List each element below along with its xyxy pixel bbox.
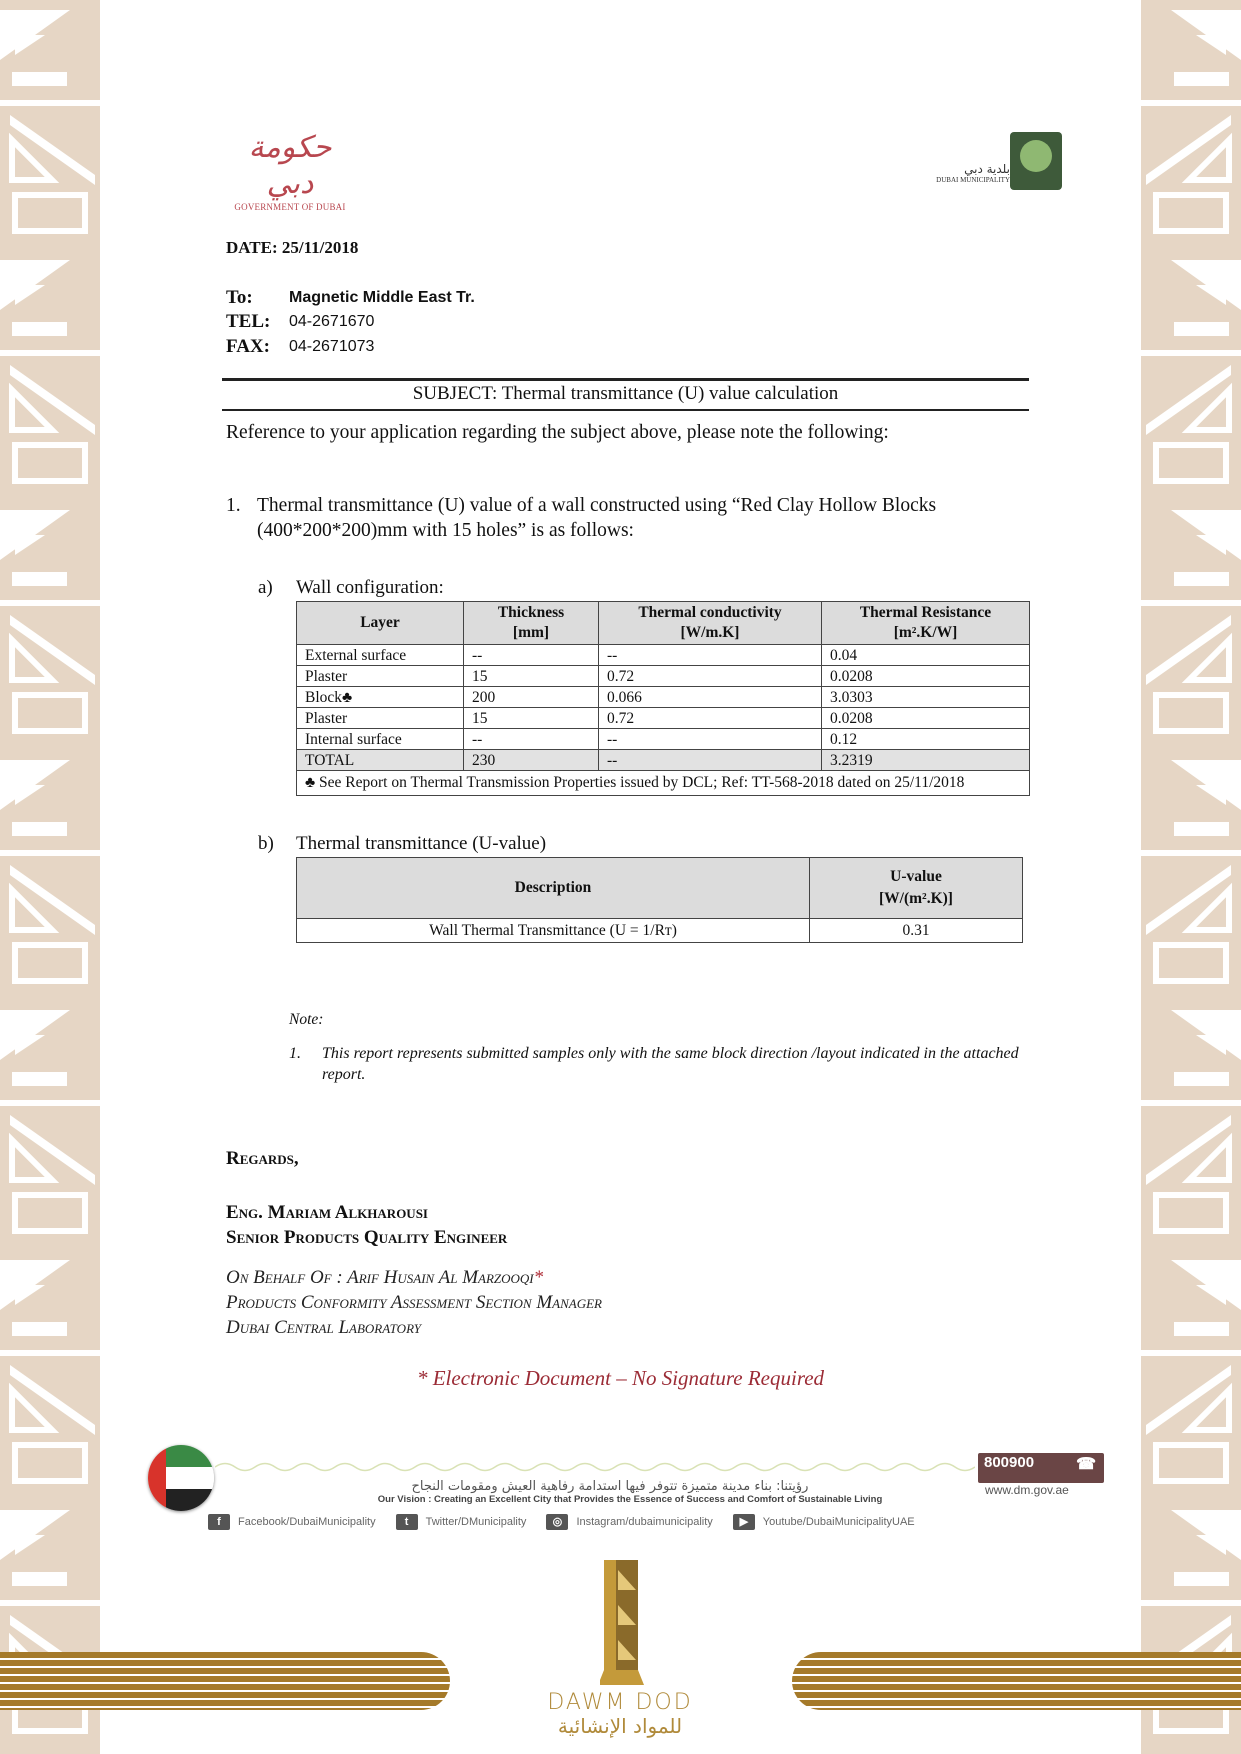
table-header-row [297, 602, 1030, 645]
to-label: To: [226, 287, 253, 308]
u-value-description: Wall Thermal Transmittance (U = 1/Rт) [297, 919, 810, 943]
social-link-twitter[interactable]: Twitter/DMunicipality [425, 1516, 527, 1528]
intro-paragraph: Reference to your application regarding the subject above, please note the following: [226, 422, 889, 443]
municipality-logo-english: DUBAI MUNICIPALITY [936, 176, 1010, 184]
on-behalf-block [226, 1265, 602, 1340]
facebook-icon: f [208, 1514, 230, 1530]
vision-english: Our Vision : Creating an Excellent City that Provides the Essence of Success and Comfort of Sustainable Living [377, 1494, 883, 1505]
government-of-dubai-logo [225, 130, 355, 212]
brand-name-arabic: للمواد الإنشائية [557, 1714, 683, 1738]
manager-title: Products Conformity Assessment Section Manager [226, 1292, 602, 1313]
left-border-pattern [0, 0, 100, 1754]
subject-top-rule [222, 378, 1029, 381]
uae-flag-icon [148, 1445, 214, 1511]
on-behalf-of: On Behalf Of : Arif Husain Al Marzooqi [226, 1267, 534, 1288]
note-item-number: 1. [289, 1045, 301, 1062]
phone-icon: ☎ [1076, 1456, 1096, 1473]
section-b-title: Thermal transmittance (U-value) [296, 833, 547, 854]
u-value-result: 0.31 [810, 919, 1023, 943]
on-behalf-star: * [533, 1267, 544, 1288]
tel-value: 04-2671670 [289, 313, 375, 330]
electronic-document-notice: * Electronic Document – No Signature Required [416, 1366, 825, 1390]
municipality-logo-arabic: بلدية دبي [964, 162, 1010, 176]
col-description: Description [297, 858, 810, 919]
hotline-number: 800900 [984, 1454, 1035, 1471]
youtube-icon: ▶ [733, 1514, 755, 1530]
border-pattern-graphic [0, 0, 100, 1754]
instagram-icon: ◎ [546, 1514, 568, 1530]
col-u-value: U-value [W/(m².K)] [810, 858, 1023, 919]
social-link-youtube[interactable]: Youtube/DubaiMunicipalityUAE [762, 1516, 915, 1528]
signatory-block [226, 1200, 507, 1250]
subject-line: SUBJECT: Thermal transmittance (U) value calculation [412, 383, 839, 404]
twitter-icon: t [396, 1514, 418, 1530]
social-link-instagram[interactable]: Instagram/dubaimunicipality [576, 1516, 713, 1528]
section-a-title: Wall configuration: [296, 577, 444, 598]
table-total-row: TOTAL 230 -- 3.2319 [297, 750, 1030, 771]
to-value: Magnetic Middle East Tr. [289, 289, 475, 306]
table-row: Block♣ 200 0.066 3.0303 [297, 687, 1030, 708]
border-pattern-graphic [1141, 0, 1241, 1754]
brand-name-english: DAWM DOD [547, 1690, 693, 1715]
col-thickness: Thickness [mm] [464, 602, 599, 645]
table-row [297, 919, 1023, 943]
right-border-pattern [1141, 0, 1241, 1754]
table-row: Plaster 15 0.72 0.0208 [297, 666, 1030, 687]
website-link[interactable]: www.dm.gov.ae [985, 1483, 1069, 1497]
gold-stripes-left [0, 1652, 450, 1710]
table-row: Internal surface -- -- 0.12 [297, 729, 1030, 750]
social-links [208, 1514, 935, 1530]
table-header-row [297, 858, 1023, 919]
government-logo-arabic: حكومة دبي [248, 130, 332, 201]
vision-arabic: رؤيتنا: بناء مدينة متميزة تتوفر فيها استدامة رفاهية العيش ومقومات النجاح [411, 1479, 809, 1494]
municipality-emblem-icon [1010, 132, 1062, 190]
decorative-wave-line [215, 1460, 975, 1474]
gold-stripes-right [792, 1652, 1241, 1710]
section-a-label: a) [258, 577, 273, 598]
table-footnote-row [297, 771, 1030, 796]
signatory-name: Eng. Mariam Alkharousi [226, 1202, 428, 1223]
section-b-label: b) [258, 833, 274, 854]
table-row: External surface -- -- 0.04 [297, 645, 1030, 666]
table-footnote: ♣ See Report on Thermal Transmission Properties issued by DCL; Ref: TT-568-2018 dated on 25/11/2018 [297, 771, 1030, 796]
wall-configuration-table [296, 601, 1030, 796]
col-thermal-conductivity: Thermal conductivity [W/m.K] [599, 602, 822, 645]
item-1-text: Thermal transmittance (U) value of a wall constructed using “Red Clay Hollow Blocks (400*200*200)mm with 15 holes” is as follows: [257, 495, 937, 541]
item-1-number: 1. [226, 495, 241, 516]
table-row: Plaster 15 0.72 0.0208 [297, 708, 1030, 729]
hotline-badge [978, 1453, 1104, 1483]
signatory-title: Senior Products Quality Engineer [226, 1227, 508, 1248]
col-thermal-resistance: Thermal Resistance [m².K/W] [822, 602, 1030, 645]
note-heading: Note: [289, 1011, 324, 1028]
dubai-municipality-logo [900, 132, 1070, 192]
brand-tower-icon [600, 1560, 644, 1690]
col-layer: Layer [297, 602, 464, 645]
note-item-text: This report represents submitted samples only with the same block direction /layout indicated in the attached report. [322, 1045, 1019, 1083]
tel-label: TEL: [226, 311, 271, 332]
social-link-facebook[interactable]: Facebook/DubaiMunicipality [238, 1516, 376, 1528]
subject-bottom-rule [222, 409, 1029, 411]
fax-value: 04-2671073 [289, 338, 375, 355]
u-value-table [296, 857, 1023, 943]
regards: Regards, [226, 1148, 299, 1169]
fax-label: FAX: [226, 336, 270, 357]
government-logo-english: GOVERNMENT OF DUBAI [234, 202, 346, 212]
brand-logo [500, 1690, 740, 1737]
document-date: DATE: 25/11/2018 [226, 238, 359, 257]
laboratory-name: Dubai Central Laboratory [226, 1317, 422, 1338]
